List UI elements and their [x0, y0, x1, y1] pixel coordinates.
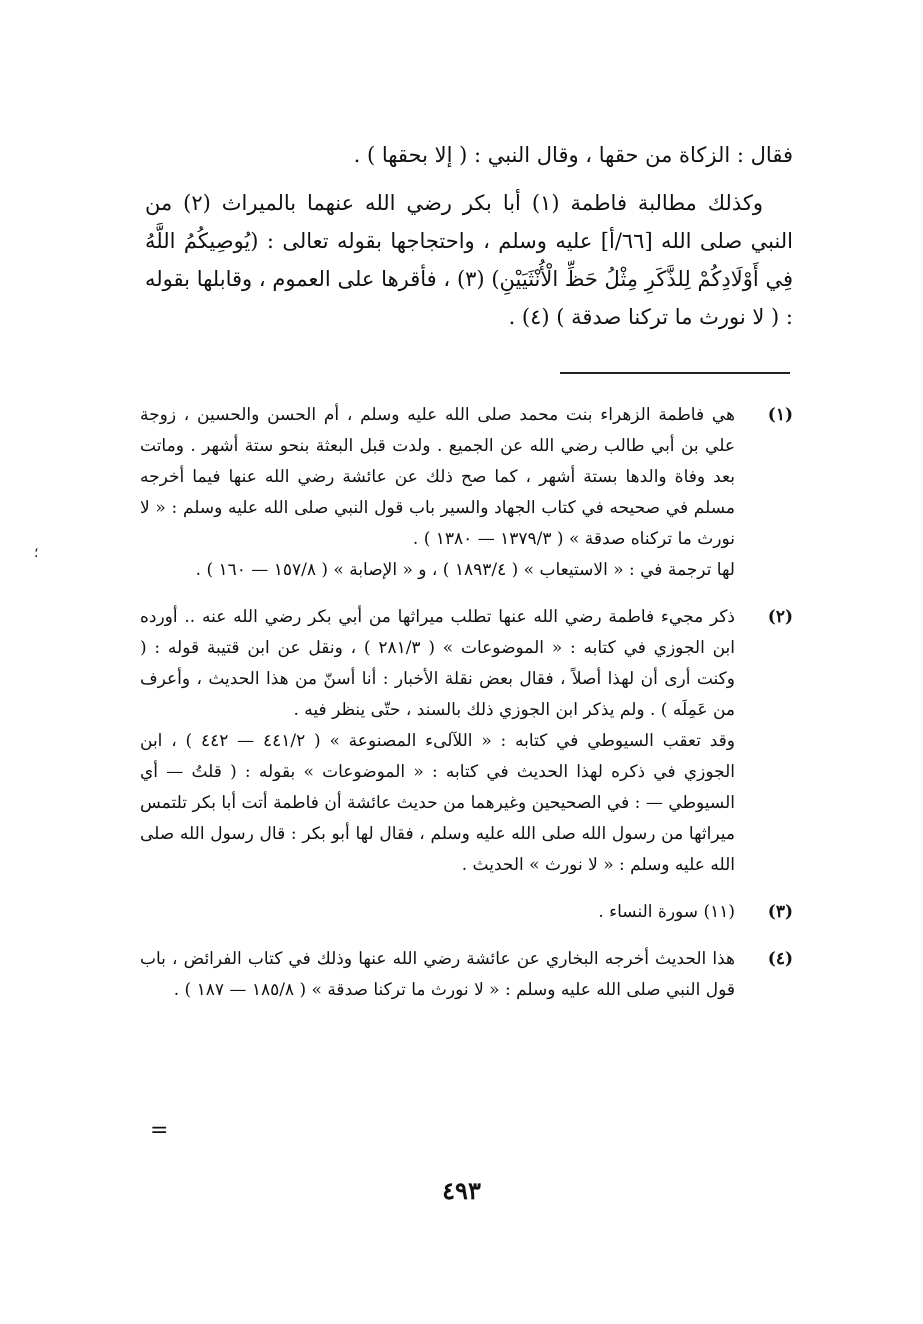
footnote-number: (١) — [767, 405, 793, 425]
footnote-text: هي فاطمة الزهراء بنت محمد صلى الله عليه وسلم ، أم الحسن والحسين ، زوجة علي بن أبي طالب رضي الله عن الجميع . ولدت قبل البعثة بنحو ستة أشهر . وماتت بعد وفاة والدها بستة أشهر ، كما صح ذلك عن عائشة رضي الله عنها فيما أخرجه مسلم في صحيحه في كتاب الجهاد والسير باب قول النبي صلى الله عليه وسلم : « لا نورث ما تركناه صدقة » ( ١٣٧٩/٣ — ١٣٨٠ ) . — [140, 405, 735, 549]
footnote-2 — [140, 602, 793, 881]
footnote-number: (٣) — [767, 902, 793, 922]
footnote-3 — [140, 897, 793, 928]
footnote-number: (٢) — [767, 607, 793, 627]
footnote-text: ذكر مجيء فاطمة رضي الله عنها تطلب ميراثها من أبي بكر رضي الله عنه .. أورده ابن الجوزي في كتابه : « الموضوعات » ( ٢٨١/٣ ) ، ونقل عن ابن قتيبة قوله : ( وكنت أرى أن لهذا أصلاً ، فقال بعض نقلة الأخبار : أنا أسنّ من هذا الحديث ، وأعرف من عَمِلَه ) . ولم يذكر ابن الجوزي ذلك بالسند ، حتّى ينظر فيه . — [140, 607, 736, 720]
page-number: ٤٩٣ — [442, 1176, 481, 1205]
main-paragraph-2: وكذلك مطالبة فاطمة (١) أبا بكر رضي الله عنهما بالميراث (٢) من النبي صلى الله [٦٦/أ] عليه وسلم ، واحتجاجها بقوله تعالى : (يُوصِيكُمُ اللَّهُ فِي أَوْلَادِكُمْ لِلذَّكَرِ مِثْلُ حَظِّ الْأُنْثَيَيْنِ) (٣) ، فأقرها على العموم ، وقابلها بقوله : ( لا نورث ما تركنا صدقة ) (٤) . — [145, 191, 793, 329]
footnote-body — [140, 897, 735, 928]
main-paragraph-1: فقال : الزكاة من حقها ، وقال النبي : ( إلا بحقها ) . — [353, 143, 793, 167]
main-text — [145, 136, 793, 346]
footnote-text: وقد تعقب السيوطي في كتابه : « اللآلىء المصنوعة » ( ٤٤١/٢ — ٤٤٢ ) ، ابن الجوزي في ذكره لهذا الحديث في كتابه : « الموضوعات » بقوله : ( قلتُ — أي السيوطي — : في الصحيحين وغيرهما من حديث عائشة أن فاطمة أتت أبا بكر تلتمس ميراثها من رسول الله صلى الله عليه وسلم ، فقال لها أبو بكر : قال رسول الله صلى الله عليه وسلم : « لا نورث » الحديث . — [140, 731, 735, 875]
footnote-text: لها ترجمة في : « الاستيعاب » ( ١٨٩٣/٤ ) ، و « الإصابة » ( ١٥٧/٨ — ١٦٠ ) . — [195, 560, 735, 580]
footnote-text: هذا الحديث أخرجه البخاري عن عائشة رضي الله عنها وذلك في كتاب الفرائض ، باب قول النبي صلى الله عليه وسلم : « لا نورث ما تركنا صدقة » ( ١٨٥/٨ — ١٨٧ ) . — [140, 949, 735, 1000]
footnote-text: (١١) سورة النساء . — [598, 902, 735, 922]
footnote-1 — [140, 400, 793, 586]
footnote-body — [140, 400, 735, 586]
footnote-separator — [560, 372, 790, 374]
continuation-mark: = — [150, 1118, 169, 1143]
footnote-number: (٤) — [767, 949, 793, 969]
footnote-4 — [140, 944, 793, 1006]
footnote-body — [140, 944, 735, 1006]
footnotes — [140, 400, 793, 1022]
margin-mark: ؛ — [34, 545, 39, 561]
footnote-body — [140, 602, 735, 881]
